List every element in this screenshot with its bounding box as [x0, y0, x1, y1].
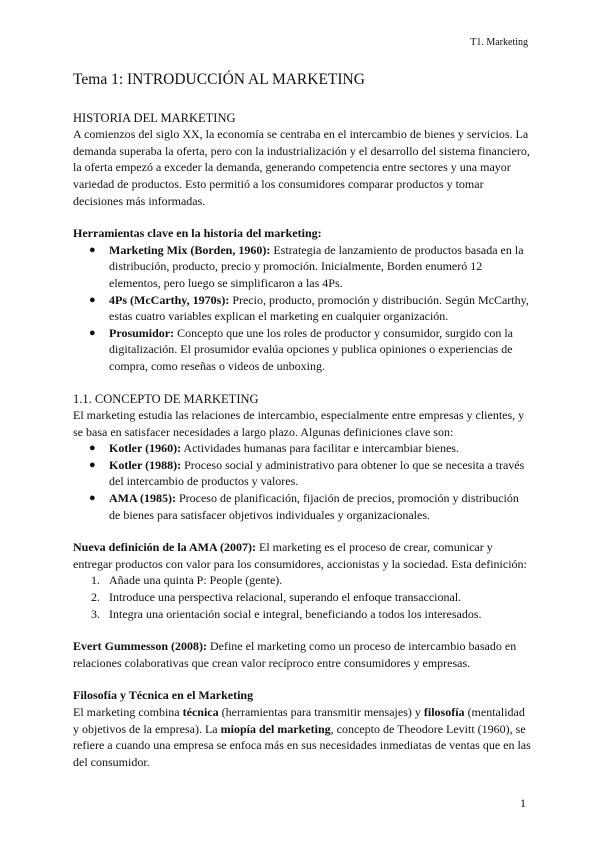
page-content: [73, 72, 531, 770]
list-item: ● Kotler (1988): Proceso social y administrativo para obtener lo que se necesita a través del intercambio de productos y valores.: [89, 457, 525, 489]
ama2007-list: [73, 572, 531, 622]
section-heading-historia: HISTORIA DEL MARKETING: [73, 110, 236, 125]
list-item: ● Prosumidor: Concepto que une los roles de productor y consumidor, surgido con la digitalización. El prosumidor evalúa opciones y publica opiniones o experiencias de compra, como reseñas o videos de unboxing.: [89, 325, 514, 373]
bullet-icon: ●: [89, 442, 96, 455]
list-item: 1. Añade una quinta P: People (gente).: [91, 573, 283, 588]
ama2007-paragraph: Nueva definición de la AMA (2007): El marketing es el proceso de crear, comunicar y entregar productos con valor para los consumidores, accionistas y la sociedad. Esta definición:: [73, 540, 527, 571]
section-heading-concepto: 1.1. CONCEPTO DE MARKETING: [73, 391, 259, 406]
bullet-icon: ●: [89, 492, 96, 505]
concepto-paragraph: El marketing estudia las relaciones de intercambio, especialmente entre empresas y clientes, y se basa en satisfacer necesidades a largo plazo. Algunas definiciones clave son:: [73, 408, 525, 439]
concepto-list: [73, 440, 531, 523]
list-item: ● 4Ps (McCarthy, 1970s): Precio, producto, promoción y distribución. Según McCarthy, estas cuatro variables explican el marketing en cualquier organización.: [89, 292, 529, 324]
running-header: T1. Marketing: [470, 37, 528, 48]
herramientas-list: [73, 242, 531, 375]
filosofia-heading: Filosofía y Técnica en el Marketing: [73, 688, 254, 703]
document-title: Tema 1: INTRODUCCIÓN AL MARKETING: [73, 71, 365, 88]
herramientas-heading: Herramientas clave en la historia del marketing:: [73, 226, 322, 241]
page-number: 1: [520, 796, 526, 810]
bullet-icon: ●: [89, 326, 96, 339]
list-item: ● AMA (1985): Proceso de planificación, fijación de precios, promoción y distribución de bienes para satisfacer objetivos individuales y organizacionales.: [89, 491, 519, 522]
list-item: 3. Integra una orientación social e integral, beneficiando a todos los interesados.: [91, 606, 482, 621]
bullet-icon: ●: [89, 293, 96, 306]
filosofia-paragraph: El marketing combina técnica (herramientas para transmitir mensajes) y filosofía (mentalidad y objetivos de la empresa). La miopía del marketing, concepto de Theodore Levitt (1960), se refiere a cuando una empresa se enfoca más en sus necesidades inmediatas de ventas que en las del consumidor.: [73, 705, 531, 769]
historia-paragraph: A comienzos del siglo XX, la economía se centraba en el intercambio de bienes y servicios. La demanda superaba la oferta, pero con la industrialización y el desarrollo del sistema financiero, la oferta empezó a exceder la demanda, generando competencia entre sectores y una mayor variedad de productos. Esto permitió a los consumidores comparar productos y tomar decisiones más informadas.: [73, 127, 530, 208]
list-item: 2. Introduce una perspectiva relacional, superando el enfoque transaccional.: [91, 590, 462, 605]
bullet-icon: ●: [89, 458, 96, 471]
gummesson-paragraph: Evert Gummesson (2008): Define el marketing como un proceso de intercambio basado en relaciones colaborativas que crean valor recíproco entre consumidores y empresas.: [73, 639, 517, 670]
bullet-icon: ●: [89, 243, 96, 256]
list-item: ● Kotler (1960): Actividades humanas para facilitar e intercambiar bienes.: [89, 441, 459, 456]
list-item: ● Marketing Mix (Borden, 1960): Estrategia de lanzamiento de productos basada en la distribución, producto, precio y promoción. Inicialmente, Borden enumeró 12 elementos, pero luego se simplificaron a las 4Ps.: [89, 242, 524, 290]
